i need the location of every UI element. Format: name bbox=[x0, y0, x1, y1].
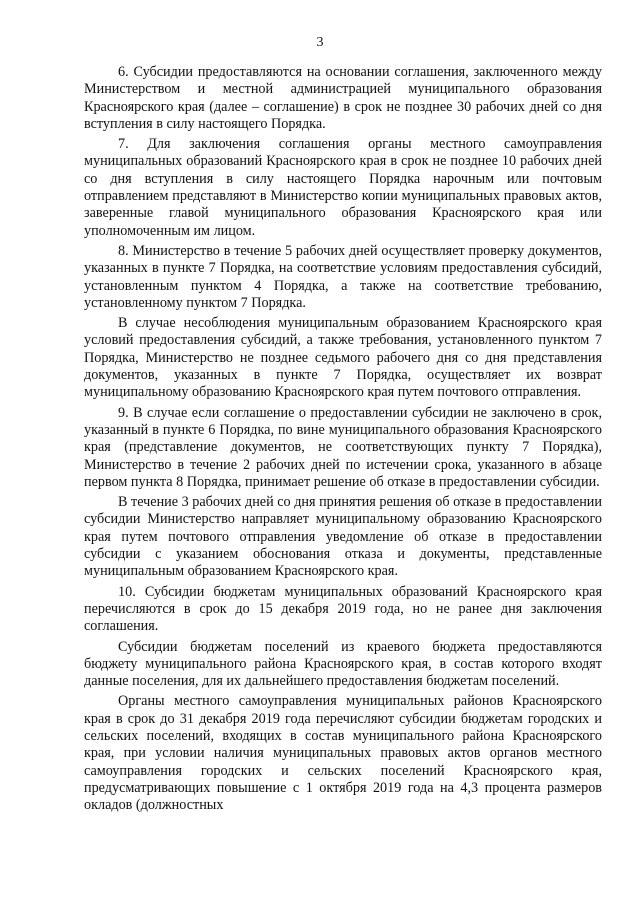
page-number: 3 bbox=[316, 35, 324, 50]
paragraph-8-return-documents: В случае несоблюдения муниципальным образованием Красноярского края условий предоставления субсидий, а также требования, установленного пунктом 7 Порядка, Министерство не позднее седьмого рабочего дня со дня представления документов, указанных в пункте 7 Порядка, осуществляет их возврат муниципальному образованию Красноярского края путем почтового отправления. bbox=[84, 315, 602, 401]
document-body bbox=[84, 64, 602, 816]
paragraph-6-subsidy-agreement: 6. Субсидии предоставляются на основании соглашения, заключенного между Министерством и местной администрацией муниципального образования Красноярского края (далее – соглашение) в срок не позднее 30 рабочих дней со дня вступления в силу настоящего Порядка. bbox=[84, 64, 602, 132]
paragraph-9-refusal-notification: В течение 3 рабочих дней со дня принятия решения об отказе в предоставлении субсидии Министерство направляет муниципальному образованию Красноярского края путем почтового отправления уведомление об отказе в предоставлении субсидии с указанием обоснования отказа и документы, представленные муниципальным образованием Красноярского края. bbox=[84, 494, 602, 580]
paragraph-9-refusal-decision: 9. В случае если соглашение о предоставлении субсидии не заключено в срок, указанный в пункте 6 Порядка, по вине муниципального образования Красноярского края (представление документов, не соответствующих пункту 7 Порядка), Министерство в течение 2 рабочих дней по истечении срока, указанного в абзаце первом пункта 8 Порядка, принимает решение об отказе в предоставлении субсидии. bbox=[84, 404, 602, 490]
paragraph-7-agreement-documents: 7. Для заключения соглашения органы местного самоуправления муниципальных образований Красноярского края в срок не позднее 10 рабочих дней со дня вступления в силу настоящего Порядка нарочным или почтовым отправлением представляют в Министерство копии муниципальных правовых актов, заверенные главой муниципального образования Красноярского края или уполномоченным им лицом. bbox=[84, 136, 602, 239]
paragraph-10-settlement-budgets: Субсидии бюджетам поселений из краевого бюджета предоставляются бюджету муниципального района Красноярского края, в состав которого входят данные поселения, для их дальнейшего предоставления бюджетам поселений. bbox=[84, 638, 602, 690]
paragraph-10-district-transfers: Органы местного самоуправления муниципальных районов Красноярского края в срок до 31 декабря 2019 года перечисляют субсидии бюджетам городских и сельских поселений, входящих в состав муниципального района Красноярского края, при условии наличия муниципальных правовых актов органов местного самоуправления городских и сельских поселений Красноярского края, предусматривающих повышение с 1 октября 2019 года на 4,3 процента размеров окладов (должностных bbox=[84, 693, 602, 814]
paragraph-8-document-check: 8. Министерство в течение 5 рабочих дней осуществляет проверку документов, указанных в пункте 7 Порядка, на соответствие условиям предоставления субсидий, установленным пунктом 4 Порядка, а также на соответствие требованию, установленному пунктом 7 Порядка. bbox=[84, 242, 602, 311]
paragraph-10-transfer-deadline: 10. Субсидии бюджетам муниципальных образований Красноярского края перечисляются в срок до 15 декабря 2019 года, но не ранее дня заключения соглашения. bbox=[84, 583, 602, 635]
